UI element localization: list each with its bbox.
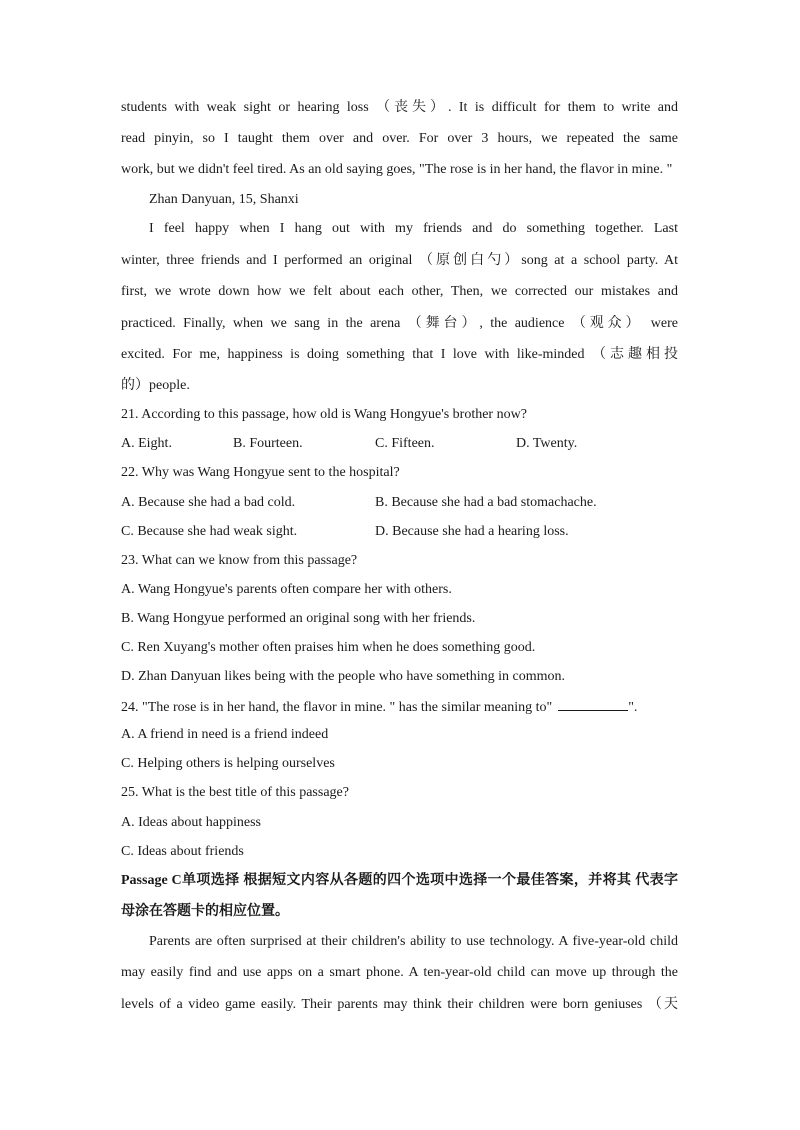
passage-b-line: first, we wrote down how we felt about each other, Then, we corrected our mistakes and xyxy=(121,284,678,299)
passage-c-heading: Passage C单项选择 根据短文内容从各题的四个选项中选择一个最佳答案，并将其 代表字 xyxy=(121,873,678,888)
passage-c-line: levels of a video game easily. Their parents may think their children were born geniuses （天 xyxy=(121,997,678,1012)
passage-b-line: winter, three friends and I performed an original （原创白勺）song at a school party. At xyxy=(121,253,678,268)
passage-b-line: practiced. Finally, when we sang in the arena （舞台）, the audience （观众） were xyxy=(121,316,678,331)
option-24-c: C. Helping others is helping ourselves xyxy=(121,756,335,771)
question-22: 22. Why was Wang Hongyue sent to the hospital? xyxy=(121,465,400,480)
option-22-a: A. Because she had a bad cold. xyxy=(121,495,296,510)
option-22-d: D. Because she had a hearing loss. xyxy=(375,524,569,539)
option-21-d: D. Twenty. xyxy=(516,436,578,451)
passage-b-line: excited. For me, happiness is doing something that I love with like-minded （志趣相投 xyxy=(121,347,678,362)
passage-b-line: 的）people. xyxy=(121,378,190,393)
question-23: 23. What can we know from this passage? xyxy=(121,553,358,568)
option-23-a: A. Wang Hongyue's parents often compare her with others. xyxy=(121,582,452,597)
option-23-d: D. Zhan Danyuan likes being with the people who have something in common. xyxy=(121,669,566,684)
question-24 xyxy=(121,697,637,717)
question-24-text: 24. "The rose is in her hand, the flavor in mine. " has the similar meaning to" xyxy=(121,700,553,715)
passage-author: Zhan Danyuan, 15, Shanxi xyxy=(149,192,299,207)
question-24-close: ". xyxy=(628,700,638,715)
passage-b-line: students with weak sight or hearing loss （丧失）. It is difficult for them to write and xyxy=(121,100,678,115)
option-25-a: A. Ideas about happiness xyxy=(121,815,261,830)
option-24-a: A. A friend in need is a friend indeed xyxy=(121,727,329,742)
option-23-c: C. Ren Xuyang's mother often praises him when he does something good. xyxy=(121,640,536,655)
passage-c-line: may easily find and use apps on a smart phone. A ten-year-old child can move up through the xyxy=(121,965,678,980)
option-23-b: B. Wang Hongyue performed an original song with her friends. xyxy=(121,611,476,626)
option-21-a: A. Eight. xyxy=(121,436,172,451)
option-21-b: B. Fourteen. xyxy=(233,436,303,451)
answer-blank xyxy=(558,697,628,711)
passage-c-heading: 母涂在答题卡的相应位置。 xyxy=(121,904,289,919)
option-25-c: C. Ideas about friends xyxy=(121,844,244,859)
question-25: 25. What is the best title of this passage? xyxy=(121,785,349,800)
passage-b-line: I feel happy when I hang out with my friends and do something together. Last xyxy=(149,221,678,236)
passage-b-line: read pinyin, so I taught them over and over. For over 3 hours, we repeated the same xyxy=(121,131,678,146)
option-21-c: C. Fifteen. xyxy=(375,436,435,451)
option-22-c: C. Because she had weak sight. xyxy=(121,524,298,539)
option-22-b: B. Because she had a bad stomachache. xyxy=(375,495,597,510)
question-21: 21. According to this passage, how old is Wang Hongyue's brother now? xyxy=(121,407,527,422)
passage-b-line: work, but we didn't feel tired. As an old saying goes, "The rose is in her hand, the flavor in mine. " xyxy=(121,162,673,177)
passage-c-line: Parents are often surprised at their children's ability to use technology. A five-year-old child xyxy=(149,934,678,949)
